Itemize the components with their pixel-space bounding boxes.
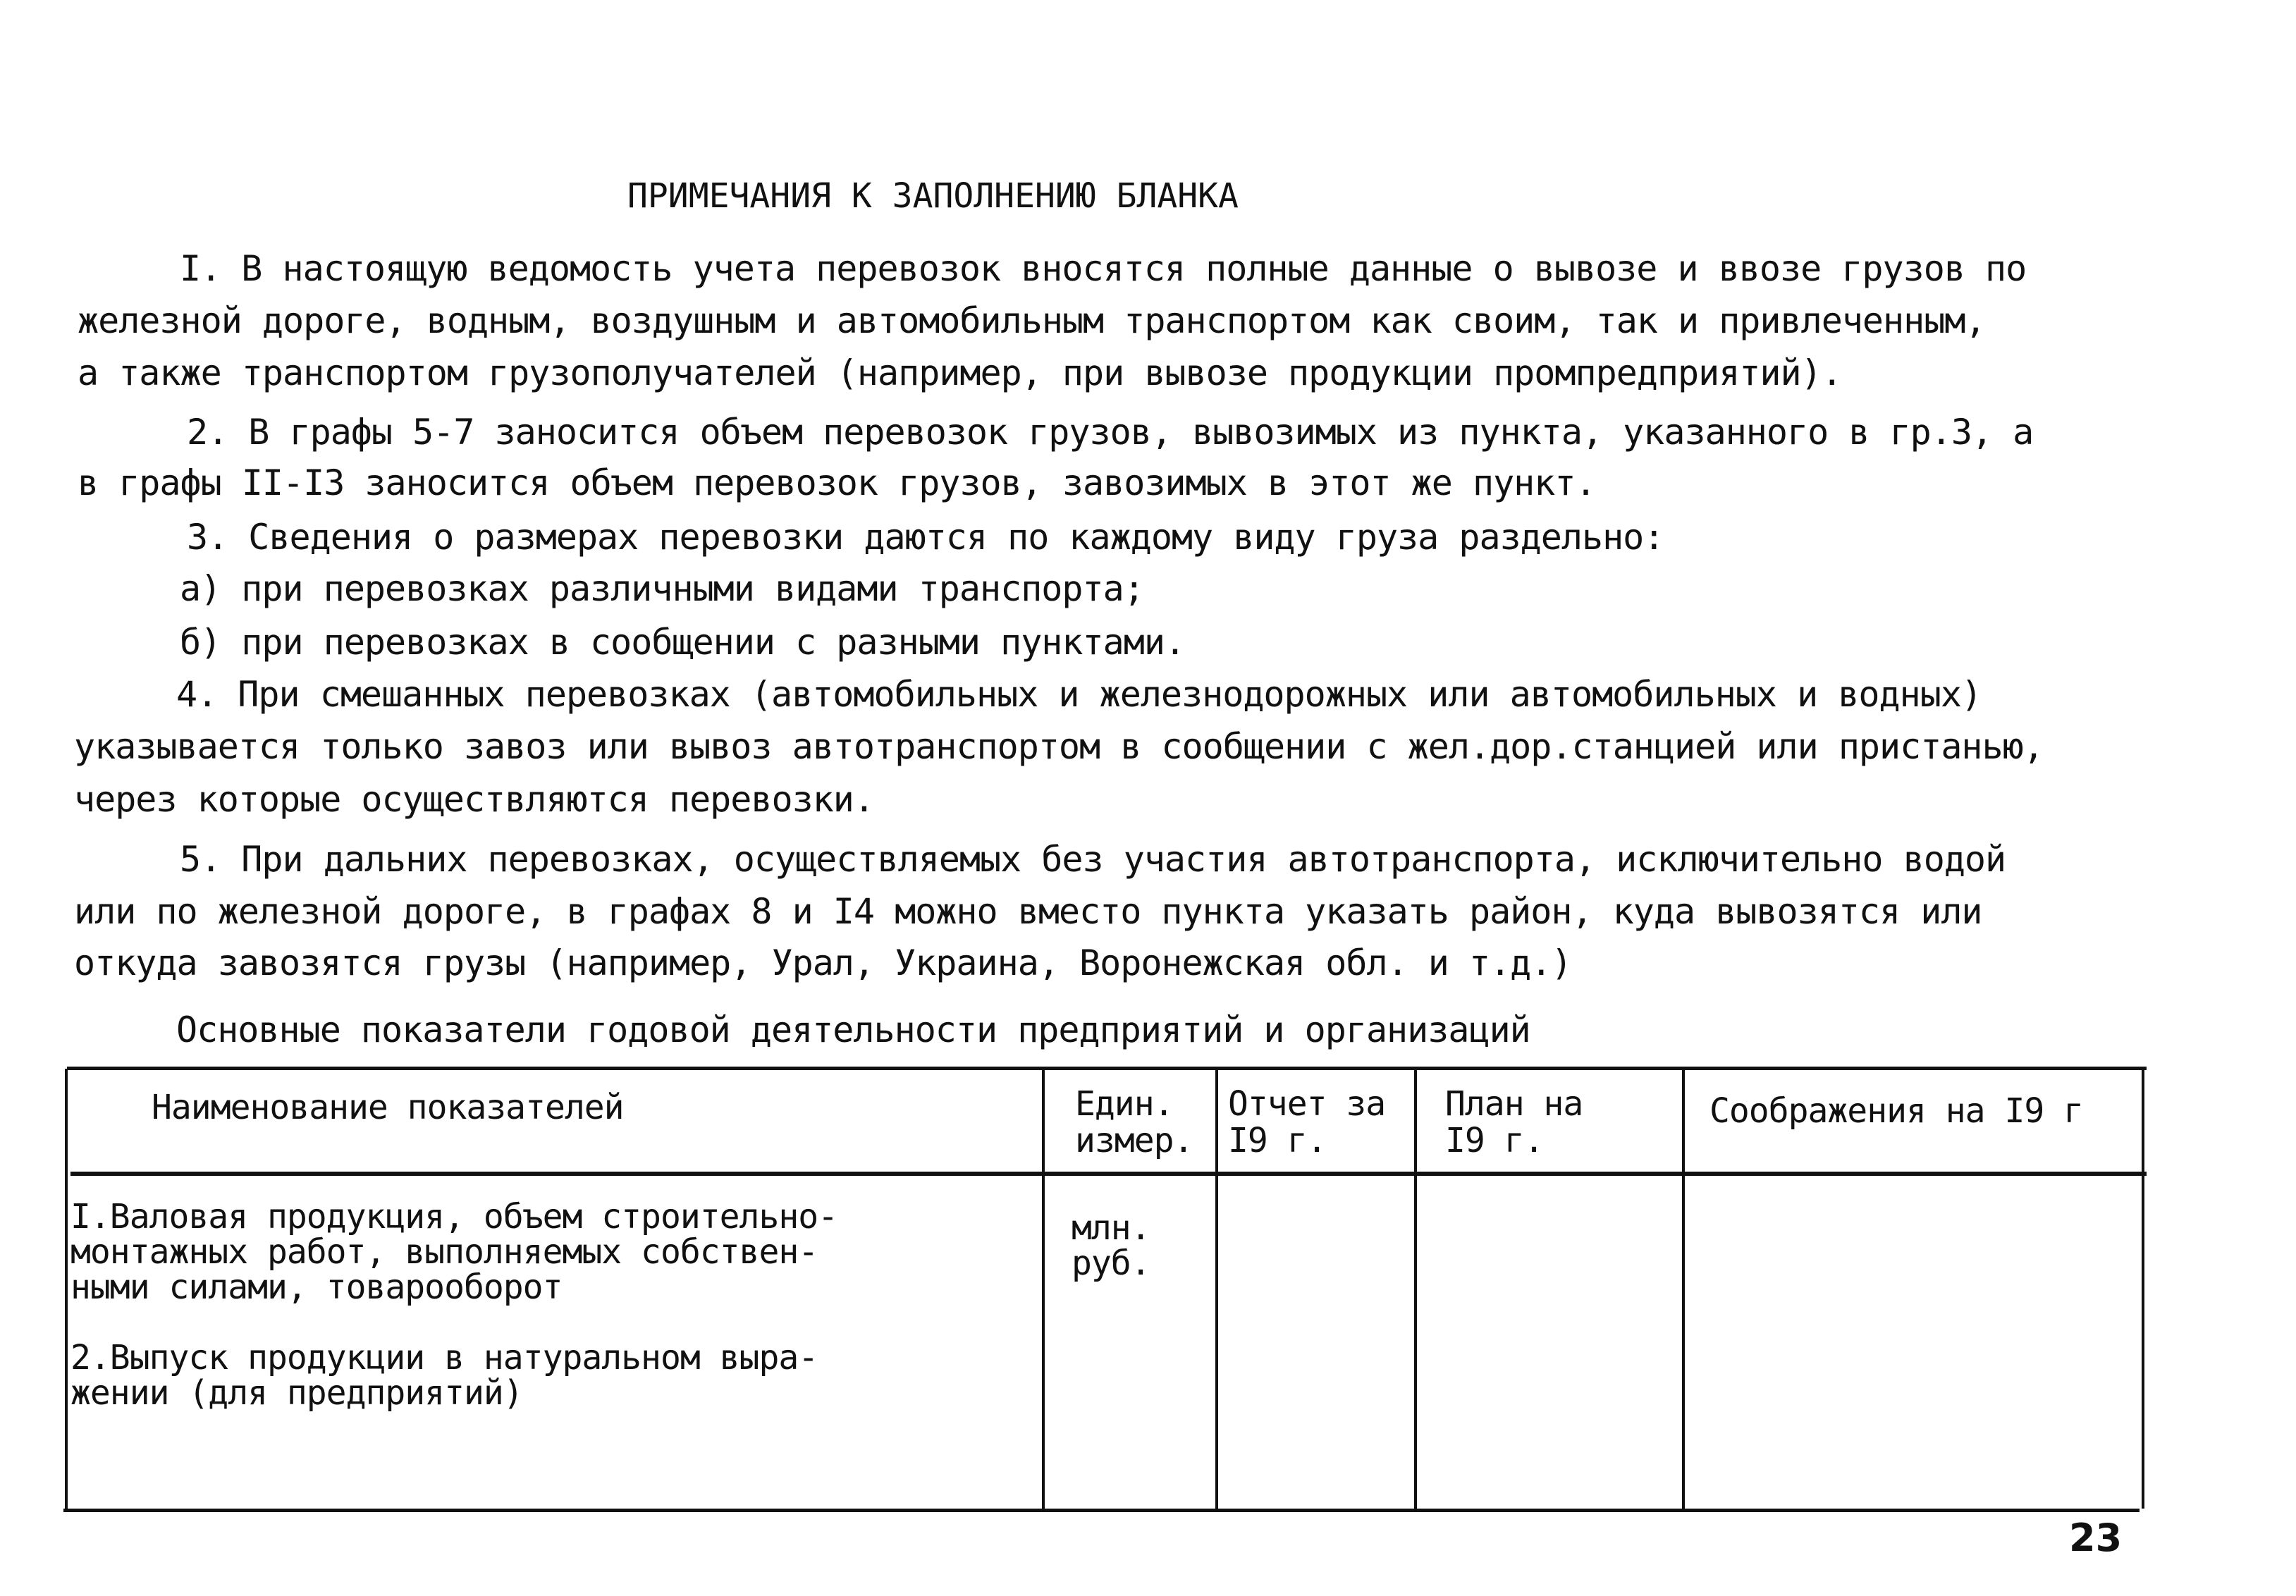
row-1-name-line3: ными силами, товарооборот	[70, 1267, 563, 1307]
table-top-border	[67, 1067, 2147, 1070]
header-report-line2: I9 г.	[1228, 1121, 1327, 1160]
table-header-border	[70, 1172, 2147, 1176]
header-name: Наименование показателей	[152, 1088, 624, 1127]
table-bottom-border	[63, 1509, 2140, 1512]
header-considerations: Соображения на I9 г	[1709, 1091, 2084, 1131]
note-line-4: 2. В графы 5-7 заносится объем перевозок грузов, вывозимых из пункта, указанного в гр.3, а	[187, 412, 2034, 453]
page-heading: ПРИМЕЧАНИЯ К ЗАПОЛНЕНИЮ БЛАНКА	[627, 176, 1239, 216]
table-left-border	[65, 1069, 68, 1509]
table-title: Основные показатели годовой деятельности предприятий и организаций	[176, 1009, 1530, 1050]
note-line-5: в графы II-I3 заносится объем перевозок грузов, завозимых в этот же пункт.	[78, 462, 1596, 503]
row-1-unit-line2: руб.	[1072, 1244, 1150, 1283]
col-divider-3	[1414, 1069, 1417, 1509]
col-divider-1	[1042, 1069, 1045, 1509]
note-line-6: 3. Сведения о размерах перевозки даются по каждому виду груза раздельно:	[187, 517, 1664, 558]
note-line-13: или по железной дороге, в графах 8 и I4 можно вместо пункта указать район, куда вывозятся или	[74, 891, 1982, 932]
note-line-7: а) при перевозках различными видами транспорта;	[180, 568, 1144, 609]
note-line-10: указывается только завоз или вывоз автотранспортом в сообщении с жел.дор.станцией или пристанью,	[74, 726, 2044, 767]
row-2-name-line2: жении (для предприятий)	[70, 1373, 523, 1413]
note-line-2: железной дороге, водным, воздушным и автомобильным транспортом как своим, так и привлеченным,	[78, 300, 1986, 341]
note-line-9: 4. При смешанных перевозках (автомобильных и железнодорожных или автомобильных и водных)	[176, 674, 1982, 715]
header-unit-line1: Един.	[1075, 1084, 1174, 1124]
row-1-name-line2: монтажных работ, выполняемых собствен-	[70, 1232, 818, 1272]
note-line-1: I. В настоящую ведомость учета перевозок вносятся полные данные о вывозе и ввозе грузов по	[180, 248, 2027, 289]
note-line-14: откуда завозятся грузы (например, Урал, Украина, Воронежская обл. и т.д.)	[74, 943, 1572, 983]
row-2-name-line1: 2.Выпуск продукции в натуральном выра-	[70, 1338, 818, 1377]
page-number: 23	[2069, 1516, 2123, 1560]
row-1-name-line1: I.Валовая продукция, объем строительно-	[70, 1197, 838, 1236]
header-report-line1: Отчет за	[1228, 1084, 1386, 1124]
note-line-12: 5. При дальних перевозках, осуществляемых без участия автотранспорта, исключительно водой	[180, 839, 2006, 880]
note-line-3: а также транспортом грузополучателей (например, при вывозе продукции промпредприятий).	[78, 352, 1842, 393]
table-right-border	[2142, 1069, 2144, 1509]
col-divider-2	[1215, 1069, 1218, 1509]
header-unit-line2: измер.	[1075, 1121, 1193, 1160]
row-1-unit-line1: млн.	[1072, 1208, 1150, 1248]
col-divider-4	[1682, 1069, 1685, 1509]
header-plan-line2: I9 г.	[1445, 1121, 1544, 1160]
header-plan-line1: План на	[1445, 1084, 1583, 1124]
note-line-11: через которые осуществляются перевозки.	[74, 779, 874, 820]
note-line-8: б) при перевозках в сообщении с разными пунктами.	[180, 622, 1186, 663]
